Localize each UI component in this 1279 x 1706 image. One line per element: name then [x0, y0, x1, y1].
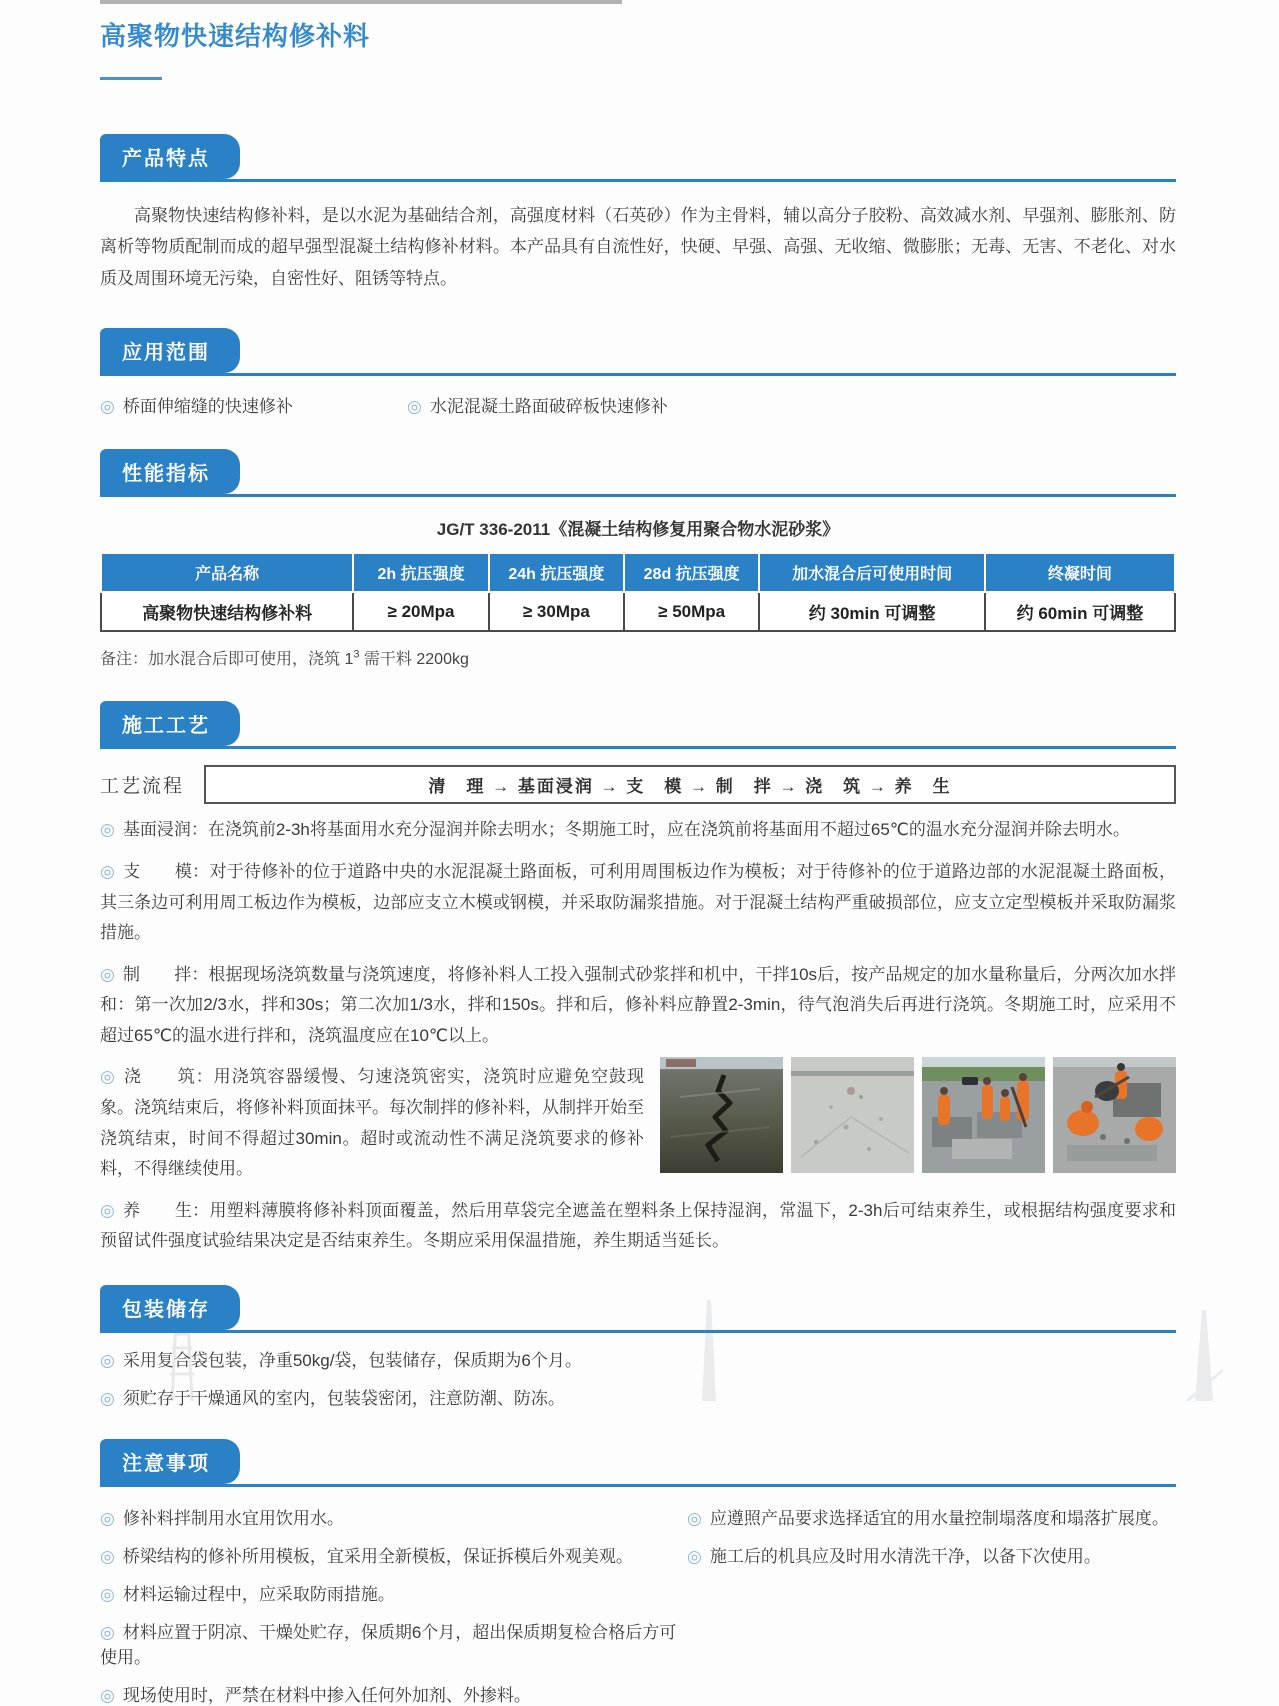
note-item	[100, 1504, 687, 1529]
step-text: 用塑料薄膜将修补料顶面覆盖，然后用草袋完全遮盖在塑料条上保持湿润，常温下，2-3h后可结束养生，或根据结构强度要求和预留试件强度试验结果决定是否结束养生。冬期应采用保温措施，养生期适当延长。	[100, 1200, 1176, 1251]
column-header: 加水混合后可使用时间	[759, 553, 985, 592]
note-item-text: 材料应置于阴凉、干燥处贮存，保质期6个月，超出保质期复检合格后方可使用。	[100, 1623, 677, 1668]
photo-concrete-surface	[791, 1057, 914, 1173]
standard-reference: JG/T 336-2011《混凝土结构修复用聚合物水泥砂浆》	[436, 520, 840, 540]
table-header-row	[101, 553, 1175, 592]
photo-cracked-concrete-pavement	[660, 1057, 783, 1173]
column-header: 2h 抗压强度	[353, 553, 488, 592]
double-circle-bullet-icon: ◎	[100, 820, 115, 840]
process-step	[100, 1196, 1176, 1257]
double-circle-bullet-icon: ◎	[100, 964, 115, 984]
photo-pavement-patching-workers	[1053, 1057, 1176, 1173]
title-underline	[100, 77, 162, 80]
application-item-label: 桥面伸缩缝的快速修补	[122, 397, 293, 417]
section-tab-applications: 应用范围	[100, 328, 240, 373]
section-header-performance	[100, 449, 1176, 497]
column-header: 24h 抗压强度	[489, 553, 624, 592]
packaging-item	[100, 1346, 1176, 1371]
step-label: 制 拌：	[122, 964, 209, 984]
column-header: 产品名称	[101, 553, 353, 592]
table-cell: ≥ 30Mpa	[489, 592, 624, 631]
process-step	[100, 857, 1176, 949]
section-tab-features: 产品特点	[100, 134, 240, 179]
double-circle-bullet-icon: ◎	[100, 861, 116, 881]
packaging-item	[100, 1384, 1176, 1409]
double-circle-bullet-icon: ◎	[687, 1547, 702, 1567]
process-step	[100, 815, 1176, 846]
note-item-text: 材料运输过程中，应采取防雨措施。	[122, 1585, 395, 1605]
note-item-text: 施工后的机具应及时用水清洗干净，以备下次使用。	[709, 1547, 1101, 1567]
step-label: 养 生：	[123, 1200, 210, 1220]
packaging-item-text: 采用复合袋包装，净重50kg/袋，包装储存，保质期为6个月。	[122, 1351, 582, 1371]
table-note-text: 需干料 2200kg	[359, 651, 469, 669]
application-item	[100, 392, 407, 417]
table-note-superscript: 3	[353, 648, 360, 661]
table-cell: ≥ 50Mpa	[624, 592, 759, 631]
note-item	[100, 1580, 687, 1605]
section-header-applications	[100, 328, 1176, 376]
note-item	[100, 1618, 687, 1668]
flow-sequence: 清 理 → 基面浸润 → 支 模 → 制 拌 → 浇 筑 → 养 生	[204, 765, 1176, 804]
section-tab-performance: 性能指标	[100, 449, 240, 494]
step-label: 支 模：	[123, 861, 210, 881]
note-item-text: 现场使用时，严禁在材料中掺入任何外加剂、外掺料。	[122, 1686, 531, 1706]
step-label: 基面浸润：	[122, 820, 208, 840]
step-label: 浇 筑：	[123, 1067, 214, 1087]
photo-road-repair-workers	[922, 1057, 1045, 1173]
table-note-text: 备注：加水混合后即可使用，浇筑 1	[100, 651, 354, 669]
features-paragraph: 高聚物快速结构修补料，是以水泥为基础结合剂，高强度材料（石英砂）作为主骨料，辅以高分子胶粉、高效减水剂、早强剂、膨胀剂、防离析等物质配制而成的超早强型混凝土结构修补材料。本产品具有自流性好，快硬、早强、高强、无收缩、微膨胀；无毒、无害、不老化、对水质及周围环境无污染，自密性好、阻锈等特点。	[100, 206, 1176, 288]
step-text: 对于待修补的位于道路中央的水泥混凝土路面板，可利用周围板边作为模板；对于待修补的位于道路边部的水泥混凝土路面板，其三条边可利用周工板边作为模板，边部应支立木模或钢模，并采取防漏浆措施。对于混凝土结构严重破损部位，应支立定型模板并采取防漏浆措施。	[100, 861, 1177, 943]
double-circle-bullet-icon: ◎	[100, 1686, 115, 1706]
double-circle-bullet-icon: ◎	[100, 1585, 115, 1605]
section-header-packaging	[100, 1285, 1176, 1333]
double-circle-bullet-icon: ◎	[100, 1547, 115, 1567]
note-item	[687, 1504, 1176, 1529]
double-circle-bullet-icon: ◎	[100, 1351, 115, 1371]
process-flow	[100, 765, 1176, 804]
table-cell: ≥ 20Mpa	[353, 592, 488, 631]
double-circle-bullet-icon: ◎	[100, 1389, 115, 1409]
process-step	[100, 960, 1176, 1052]
step-text: 用浇筑容器缓慢、匀速浇筑密实，浇筑时应避免空鼓现象。浇筑结束后，将修补料顶面抹平。每次制拌的修补料，从制拌开始至浇筑结束，时间不得超过30min。超时或流动性不满足浇筑要求的修补料，不得继续使用。	[100, 1067, 645, 1179]
notes-left-column	[100, 1491, 687, 1706]
notes-right-column	[687, 1491, 1176, 1706]
double-circle-bullet-icon: ◎	[407, 397, 422, 417]
construction-photos	[660, 1057, 1176, 1173]
table-note	[100, 646, 1176, 669]
table-row	[101, 592, 1175, 631]
section-header-features	[100, 134, 1176, 182]
double-circle-bullet-icon: ◎	[687, 1509, 702, 1529]
step-text: 在浇筑前2-3h将基面用水充分湿润并除去明水；冬期施工时，应在浇筑前将基面用不超过65℃的温水充分湿润并除去明水。	[207, 820, 1130, 840]
section-header-process	[100, 701, 1176, 749]
table-cell: 高聚物快速结构修补料	[101, 592, 353, 631]
double-circle-bullet-icon: ◎	[100, 1200, 116, 1220]
flow-label: 工艺流程	[100, 776, 185, 798]
note-item-text: 应遵照产品要求选择适宜的用水量控制塌落度和塌落扩展度。	[709, 1509, 1169, 1529]
step-text: 根据现场浇筑数量与浇筑速度，将修补料人工投入强制式砂浆拌和机中，干拌10s后，按产品规定的加水量称量后，分两次加水拌和：第一次加2/3水，拌和30s；第二次加1/3水，拌和150s。拌和后，修补料应静置2-3min，待气泡消失后再进行浇筑。冬期施工时，应采用不超过65℃的温水进行拌和，浇筑温度应在10℃以上。	[100, 964, 1176, 1045]
page-title: 高聚物快速结构修补料	[100, 21, 371, 51]
notes-columns	[100, 1491, 1176, 1706]
column-header: 终凝时间	[985, 553, 1175, 592]
note-item	[687, 1542, 1176, 1567]
note-item-text: 桥梁结构的修补所用模板，宜采用全新模板，保证拆模后外观美观。	[122, 1547, 633, 1567]
note-item	[100, 1681, 687, 1706]
double-circle-bullet-icon: ◎	[100, 1067, 116, 1087]
applications-list	[100, 392, 1176, 417]
table-cell: 约 30min 可调整	[759, 592, 985, 631]
double-circle-bullet-icon: ◎	[100, 1509, 115, 1529]
double-circle-bullet-icon: ◎	[100, 397, 115, 417]
double-circle-bullet-icon: ◎	[100, 1623, 115, 1643]
section-tab-notes: 注意事项	[100, 1439, 240, 1484]
section-tab-packaging: 包装储存	[100, 1285, 240, 1330]
note-item	[100, 1542, 687, 1567]
application-item-label: 水泥混凝土路面破碎板快速修补	[429, 397, 668, 417]
table-cell: 约 60min 可调整	[985, 592, 1175, 631]
section-header-notes	[100, 1439, 1176, 1487]
performance-table	[100, 552, 1176, 632]
section-tab-process: 施工工艺	[100, 701, 240, 746]
note-item-text: 修补料拌制用水宜用饮用水。	[122, 1509, 344, 1529]
application-item	[407, 392, 668, 417]
packaging-item-text: 须贮存于干燥通风的室内，包装袋密闭，注意防潮、防冻。	[122, 1389, 565, 1409]
column-header: 28d 抗压强度	[624, 553, 759, 592]
